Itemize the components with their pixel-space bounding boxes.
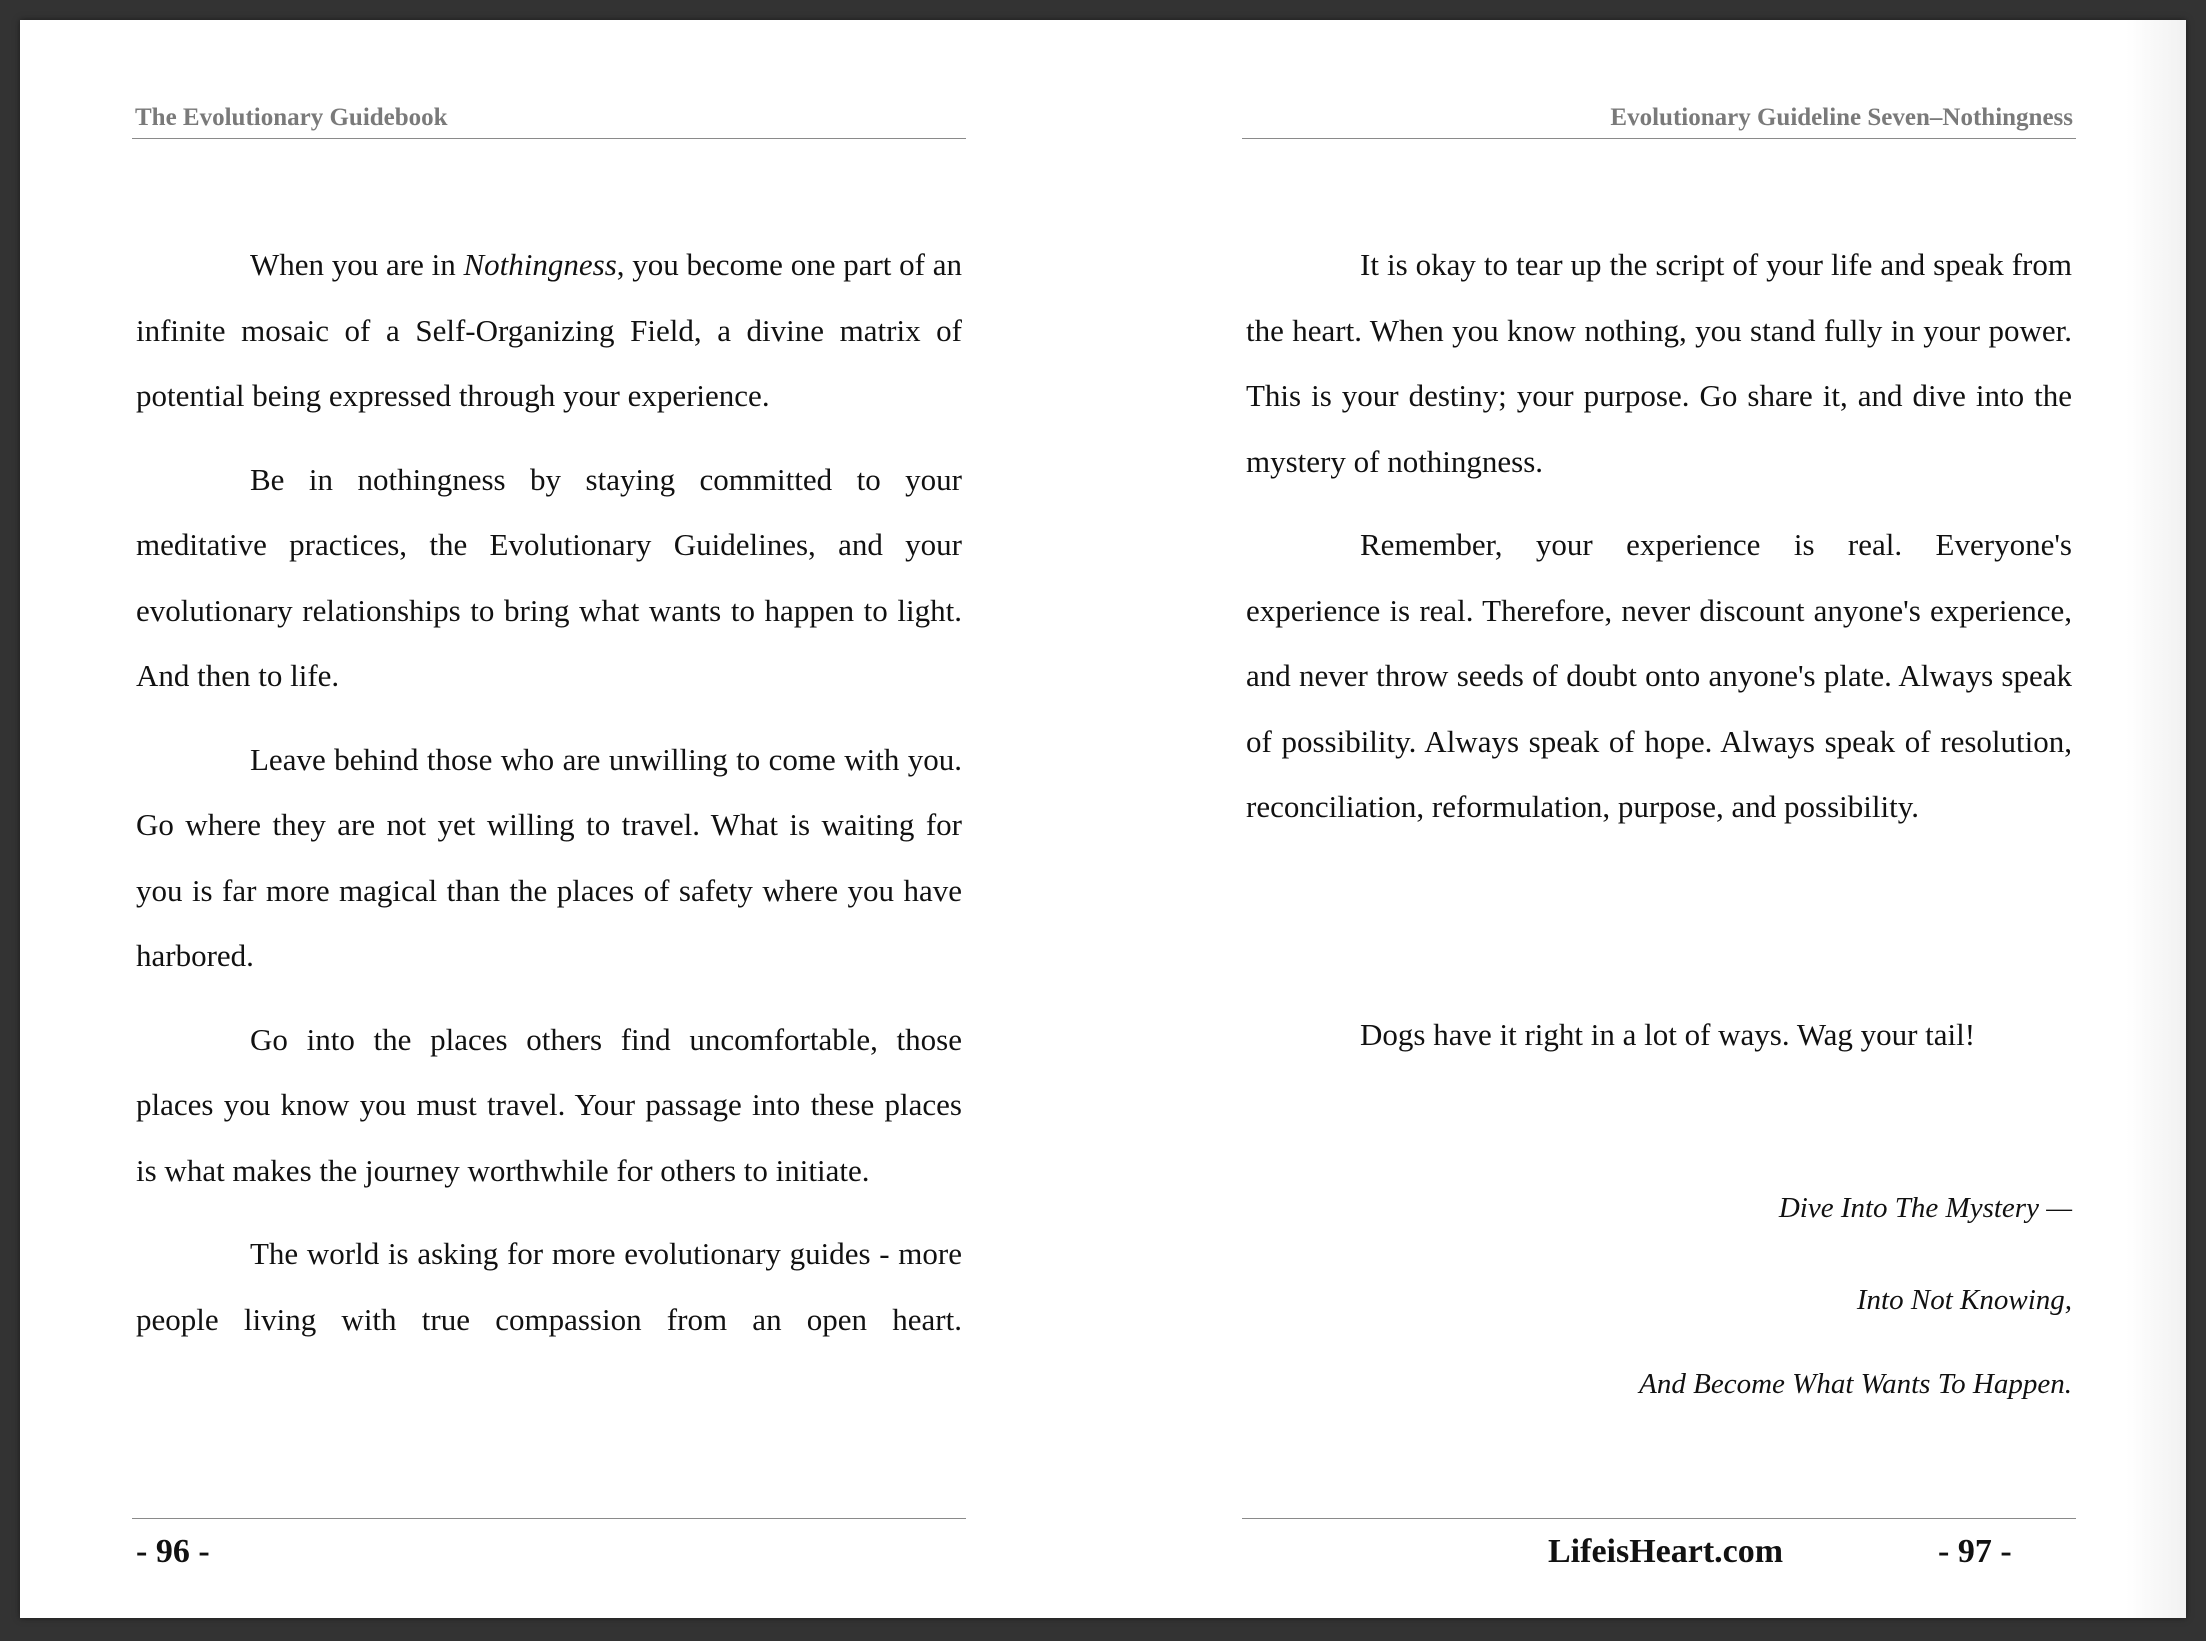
verse-line: Dive Into The Mystery — xyxy=(1778,1192,2072,1224)
left-page-number: - 96 - xyxy=(136,1533,210,1570)
left-footer-rule xyxy=(132,1518,966,1519)
emphasis-text: Nothingness xyxy=(463,247,617,282)
paragraph: Remember, your experience is real. Everyone's experience is real. Therefore, never discount anyone's experience, and never throw seeds of doubt onto anyone's plate. Always speak of possibility. Always speak of hope. Always speak of resolution, reconciliation, reformulation, purpose, and possibility. xyxy=(1246,527,2072,824)
paragraph-text: When you are in xyxy=(250,247,464,282)
paragraph: Be in nothingness by staying committed to your meditative practices, the Evolutionary Guidelines, and your evolutionary relationships to bring what wants to happen to light. And then to life. xyxy=(136,461,962,693)
book-spread xyxy=(20,20,2186,1618)
paragraph: The world is asking for more evolutionary guides - more people living with true compassion from an open heart. xyxy=(136,1236,962,1337)
right-page xyxy=(1242,20,2076,1618)
left-running-head-text: The Evolutionary Guidebook xyxy=(135,104,448,131)
right-page-number: - 97 - xyxy=(1938,1533,2012,1570)
paragraph: Go into the places others find uncomfortable, those places you know you must travel. Your passage into these places is what makes the journey worthwhile for others to initiate. xyxy=(136,1021,962,1188)
paragraph xyxy=(136,232,962,429)
right-footer-rule xyxy=(1242,1518,2076,1519)
left-body-text xyxy=(136,232,962,1370)
right-running-head xyxy=(1242,98,2076,139)
paragraph: Leave behind those who are unwilling to come with you. Go where they are not yet willing to travel. What is waiting for you is far more magical than the places of safety where you have harbored. xyxy=(136,741,962,973)
left-page xyxy=(132,20,966,1618)
closing-line: Dogs have it right in a lot of ways. Wag your tail! xyxy=(1360,1017,1976,1052)
verse-line: And Become What Wants To Happen. xyxy=(1639,1368,2072,1400)
paragraph-text: , you become one part of an infinite mosaic of a Self-Organizing Field, a divine matrix of potential being expressed through your experience. xyxy=(136,247,962,413)
left-running-head xyxy=(132,98,966,139)
right-body-text xyxy=(1246,232,2072,858)
right-running-head-text: Evolutionary Guideline Seven–Nothingness xyxy=(1610,104,2073,131)
verse-line: Into Not Knowing, xyxy=(1856,1284,2072,1316)
website-link[interactable]: LifeisHeart.com xyxy=(1548,1533,1784,1570)
italic-verse xyxy=(1639,1190,2072,1458)
paragraph: It is okay to tear up the script of your life and speak from the heart. When you know nothing, you stand fully in your power. This is your destiny; your purpose. Go share it, and dive into the mystery of nothingness. xyxy=(1246,247,2072,479)
page-edge-shade xyxy=(2126,20,2186,1618)
